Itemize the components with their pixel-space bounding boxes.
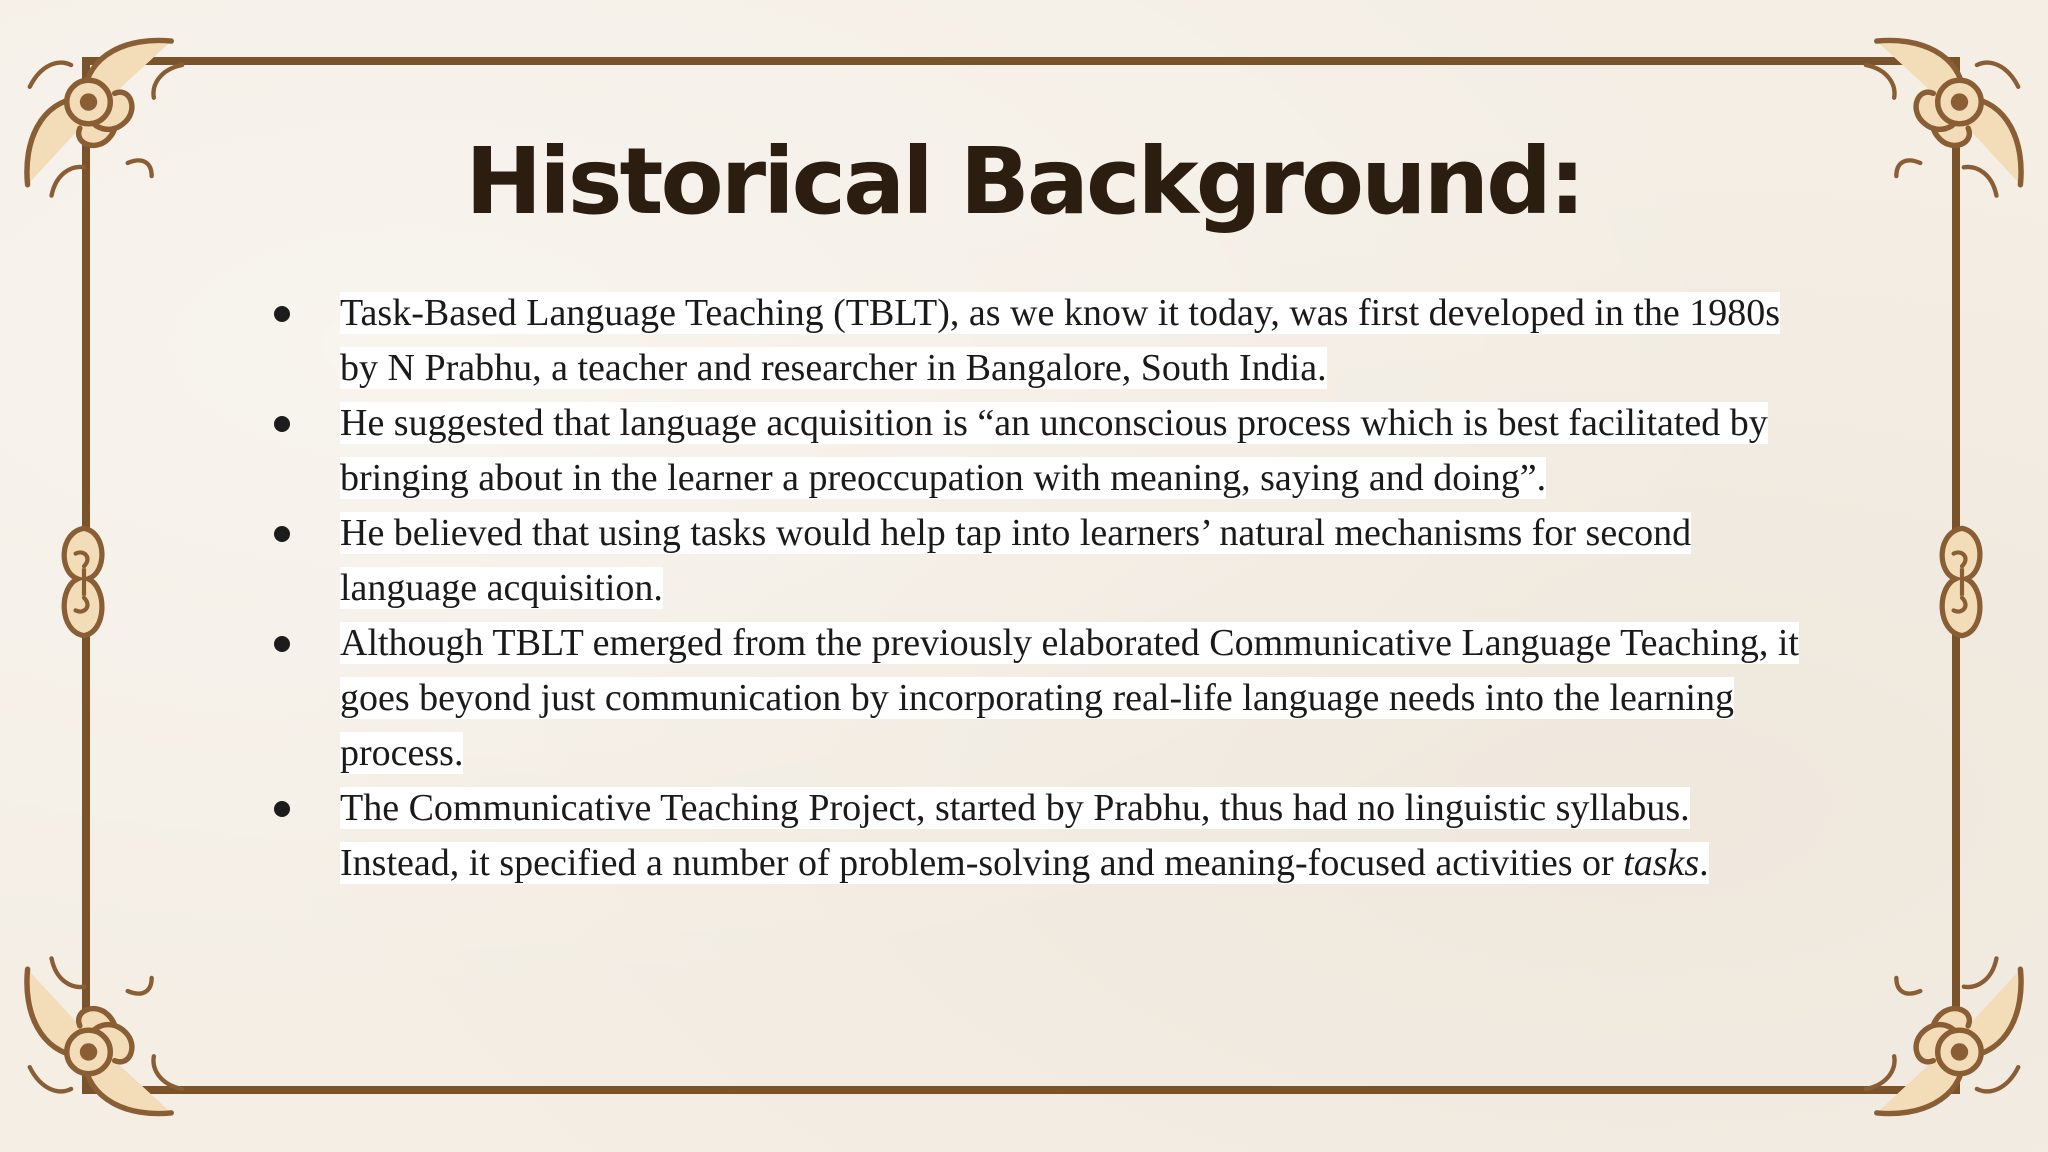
bullet-icon [274, 526, 290, 542]
corner-flourish-icon [1855, 940, 2040, 1140]
bullet-icon [274, 306, 290, 322]
list-item [262, 781, 1806, 891]
side-scroll-icon [52, 522, 116, 642]
slide-title: Historical Background: [465, 128, 1583, 235]
bullet-list [262, 286, 1806, 891]
bullet-text: He believed that using tasks would help tap into learners’ natural mechanisms for second language acquisition. [340, 512, 1692, 609]
bullet-text-with-emphasis [340, 787, 1709, 884]
bullet-text: He suggested that language acquisition is “an unconscious process which is best facilitated by bringing about in the learner a preoccupation with meaning, saying and doing”. [340, 402, 1768, 499]
bullet-text-end: . [1699, 842, 1709, 884]
bullet-icon [274, 801, 290, 817]
list-item [262, 506, 1806, 616]
bullet-icon [274, 636, 290, 652]
list-item [262, 616, 1806, 781]
side-scroll-icon [1930, 522, 1994, 642]
bullet-text: Although TBLT emerged from the previously elaborated Communicative Language Teaching, it goes beyond just communication by incorporating real-life language needs into the learning process. [340, 622, 1799, 774]
list-item [262, 396, 1806, 506]
bullet-list-container [262, 286, 1806, 891]
list-item [262, 286, 1806, 396]
corner-flourish-icon [8, 940, 193, 1140]
bullet-text: Task-Based Language Teaching (TBLT), as we know it today, was first developed in the 1980s by N Prabhu, a teacher and researcher in Bangalore, South India. [340, 292, 1781, 389]
bullet-text: The Communicative Teaching Project, started by Prabhu, thus had no linguistic syllabus. Instead, it specified a number of problem-solving and meaning-focused activities or [340, 787, 1690, 884]
emphasis-text: tasks [1623, 842, 1700, 884]
bullet-icon [274, 416, 290, 432]
